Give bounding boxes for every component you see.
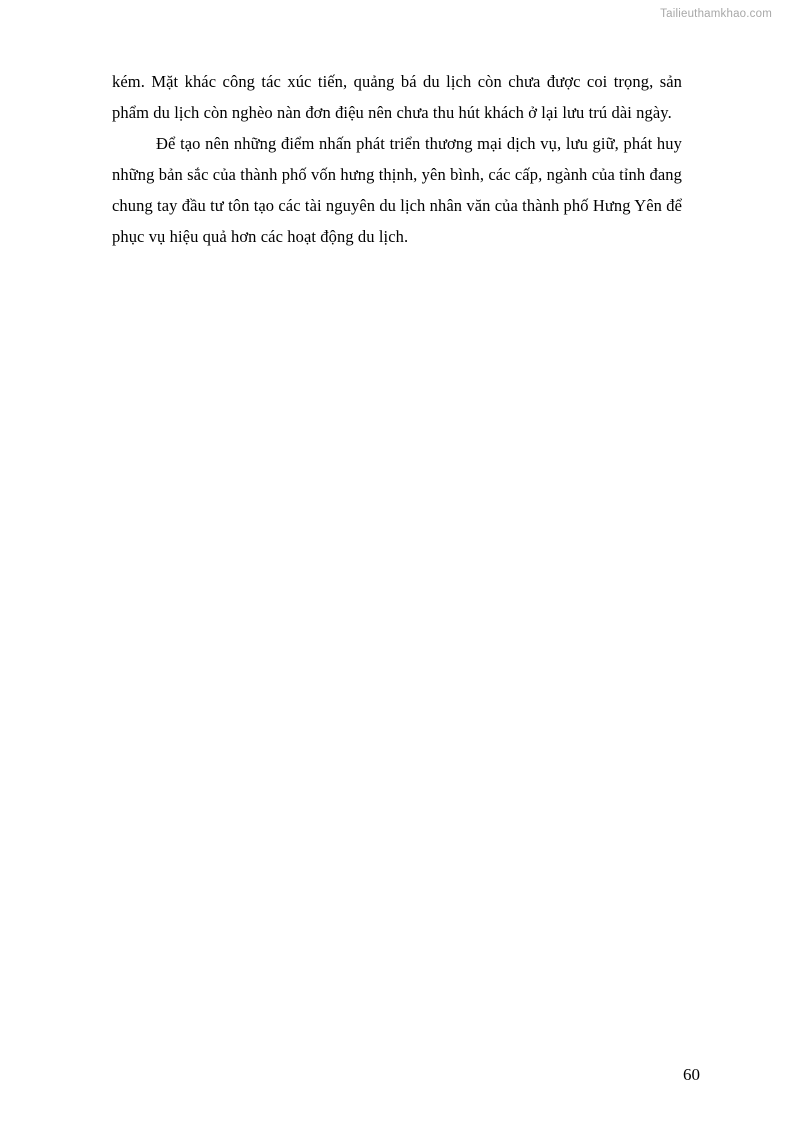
page-number: 60 — [683, 1065, 700, 1084]
page-body — [112, 66, 682, 252]
paragraph-2: Để tạo nên những điểm nhấn phát triển thương mại dịch vụ, lưu giữ, phát huy những bản sắc của thành phố vốn hưng thịnh, yên bình, các cấp, ngành của tỉnh đang chung tay đầu tư tôn tạo các tài nguyên du lịch nhân văn của thành phố Hưng Yên để phục vụ hiệu quả hơn các hoạt động du lịch. — [112, 134, 682, 246]
paragraph-1: kém. Mặt khác công tác xúc tiến, quảng bá du lịch còn chưa được coi trọng, sản phẩm du lịch còn nghèo nàn đơn điệu nên chưa thu hút khách ở lại lưu trú dài ngày. — [112, 72, 682, 122]
watermark-text: Tailieuthamkhao.com — [660, 8, 772, 20]
